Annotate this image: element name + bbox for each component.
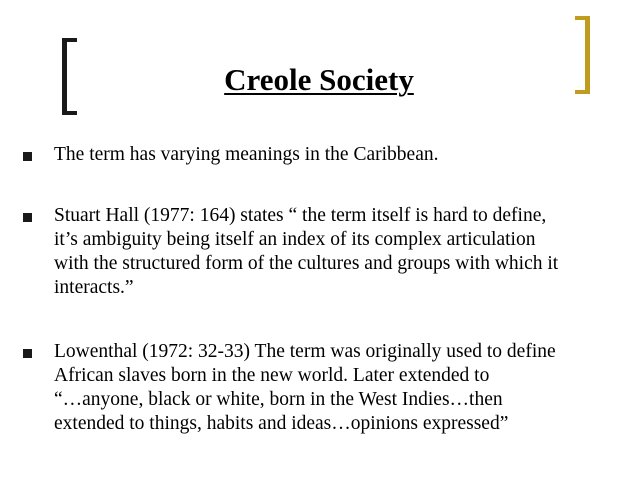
square-bullet-icon	[23, 152, 32, 161]
bullet-text: The term has varying meanings in the Caribbean.	[54, 144, 439, 165]
square-bullet-icon	[23, 213, 32, 222]
slide-title: Creole Society	[224, 62, 414, 97]
bullet-text: Lowenthal (1972: 32-33) The term was originally used to define African slaves born in the new world. Later extended to “…anyone, black or white, born in the West Indies…then extended to things, habits and ideas…opinions expressed”	[54, 341, 556, 434]
bullet-text: Stuart Hall (1977: 164) states “ the term itself is hard to define, it’s ambiguity being itself an index of its complex articulation with the structured form of the cultures and groups with which it interacts.”	[54, 205, 559, 298]
square-bullet-icon	[23, 349, 32, 358]
